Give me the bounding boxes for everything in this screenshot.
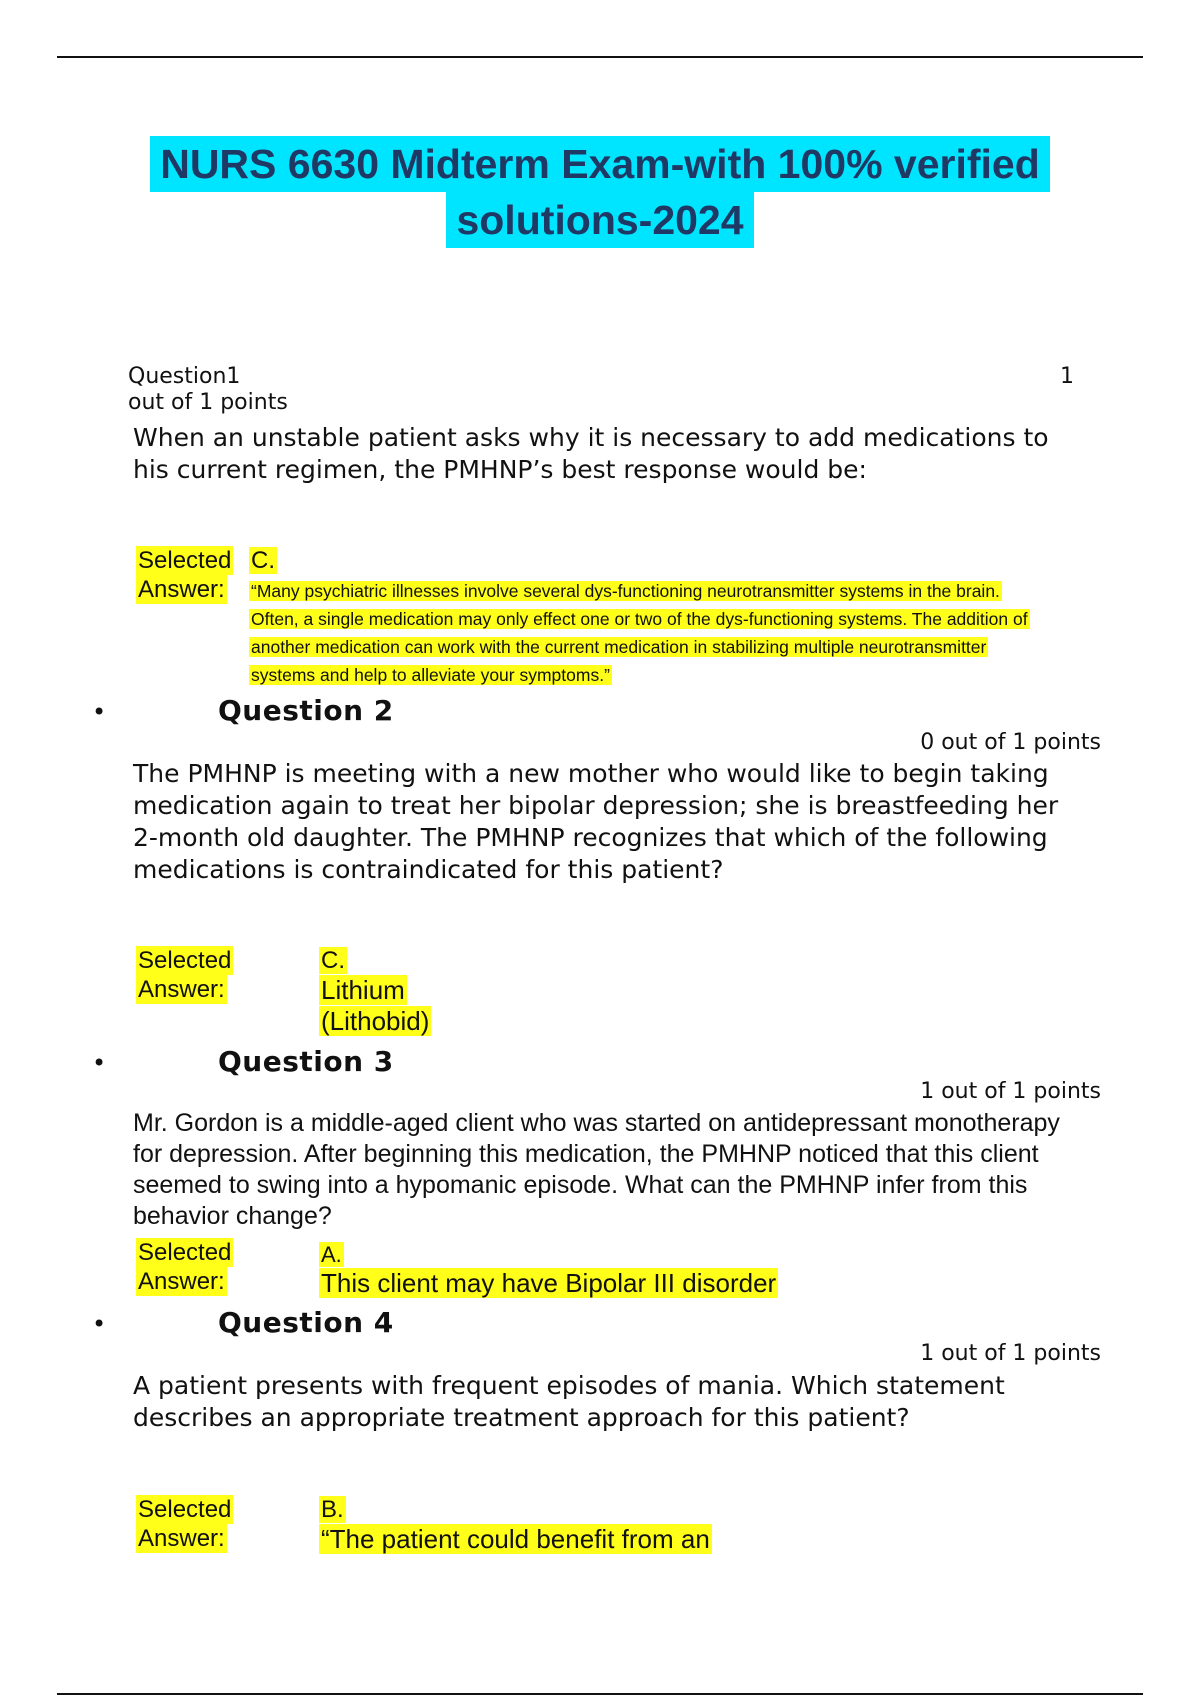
question-1-text: When an unstable patient asks why it is necessary to add medications to his current regimen, the PMHNP’s best response would be:: [133, 423, 1049, 484]
question-2-answer-letter: C.: [321, 947, 345, 974]
question-2-text: The PMHNP is meeting with a new mother who would like to begin taking medication again to treat her bipolar depression; she is breastfeeding her 2-month old daughter. The PMHNP recognizes that which of the following medications is contraindicated for this patient?: [133, 759, 1059, 884]
question-1-selected-label: Selected Answer:: [138, 547, 232, 603]
bottom-rule: [57, 1693, 1143, 1695]
question-3-selected-label: Selected Answer:: [138, 1239, 232, 1295]
top-rule: [57, 56, 1143, 58]
question-4-text: A patient presents with frequent episodes of mania. Which statement describes an appropriate treatment approach for this patient?: [133, 1371, 1005, 1432]
question-3-answer-text: This client may have Bipolar III disorder: [321, 1268, 777, 1298]
question-3-text: Mr. Gordon is a middle-aged client who was started on antidepressant monotherapy for depression. After beginning this medication, the PMHNP noticed that this client seemed to swing into a hypomanic episode. What can the PMHNP infer from this behavior change?: [133, 1109, 1060, 1230]
question-2-points: 0 out of 1 points: [920, 730, 1101, 755]
question-4-points: 1 out of 1 points: [920, 1341, 1101, 1366]
title-line-2: solutions-2024: [446, 192, 753, 248]
question-4-answer-letter: B.: [321, 1496, 344, 1523]
question-2-answer-text: Lithium (Lithobid): [321, 975, 430, 1036]
title-line-1: NURS 6630 Midterm Exam-with 100% verified: [150, 136, 1050, 192]
question-3-points: 1 out of 1 points: [920, 1079, 1101, 1104]
question-4-heading: Question 4: [218, 1306, 394, 1339]
question-4-bullet: •: [92, 1310, 107, 1338]
question-4-selected-label: Selected Answer:: [138, 1496, 232, 1552]
document-title: [0, 136, 1200, 248]
question-3-bullet: •: [92, 1049, 107, 1077]
question-1-answer-text: “Many psychiatric illnesses involve several dys-functioning neurotransmitter systems in the brain. Often, a single medication may only effect one or two of the dys-functioning systems. The addition of another medication can work with the current medication in stabilizing multiple neurotransmitter systems and help to alleviate your symptoms.”: [251, 581, 1028, 685]
question-1-points: out of 1 points: [128, 390, 288, 415]
question-3-answer-letter: A.: [321, 1242, 342, 1267]
question-2-heading: Question 2: [218, 694, 394, 727]
question-2-bullet: •: [92, 698, 107, 726]
question-1-number: 1: [1060, 364, 1074, 389]
question-2-selected-label: Selected Answer:: [138, 947, 232, 1003]
question-4-answer-text: “The patient could benefit from an: [321, 1524, 710, 1554]
question-1-answer-letter: C.: [251, 547, 275, 574]
question-1-label: Question1: [128, 364, 241, 389]
question-3-heading: Question 3: [218, 1045, 394, 1078]
